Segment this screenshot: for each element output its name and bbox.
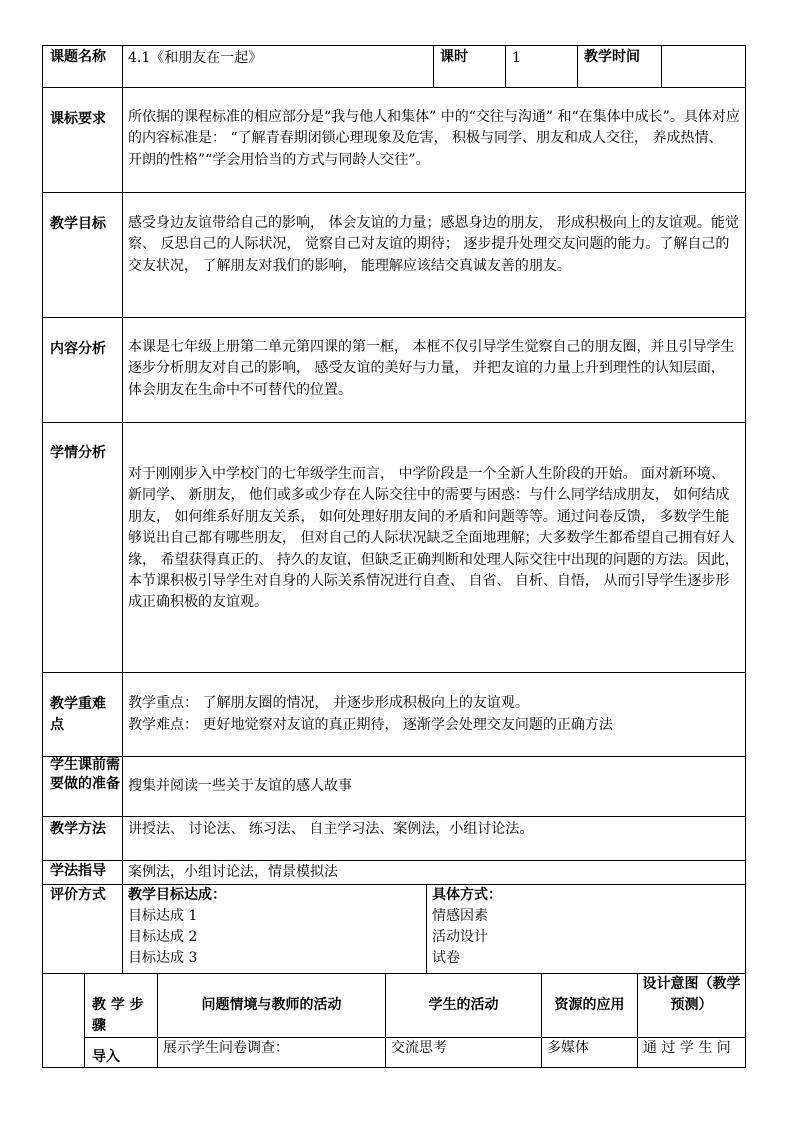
curriculum-text: 所依据的课程标准的相应部分是“我与他人和集体” 中的“交往与沟通” 和“在集体中成长”。具体对应的内容标准是： “了解青春期闭锁心理现象及危害， 积极与同学、朋友和成人交往， 养成热情、 开朗的性格”“学会用恰当的方式与同龄人交往”。 xyxy=(128,109,740,168)
lesson-plan-table xyxy=(42,45,746,1068)
header-design-intent: 设计意图（教学预测） xyxy=(642,976,741,1013)
teaching-methods-text: 讲授法、 讨论法、 练习法、 自主学习法、案例法，小组讨论法。 xyxy=(128,821,534,837)
label-objectives: 教学目标 xyxy=(50,216,106,232)
difficult-point-text: 教学难点： 更好地觉察对友谊的真正期待， 逐渐学会处理交友问题的正确方法 xyxy=(128,717,613,733)
evaluation-goal-item: 目标达成 1 xyxy=(128,908,198,924)
key-point-text: 教学重点： 了解朋友圈的情况， 并逐步形成积极向上的友谊观。 xyxy=(128,695,529,711)
design-intent-cell: 通 过 学 生 问 xyxy=(643,1040,731,1056)
step-intro: 导入 xyxy=(92,1049,120,1065)
label-student-analysis: 学情分析 xyxy=(50,445,106,461)
preparation-text: 搜集并阅读一些关于友谊的感人故事 xyxy=(128,778,352,794)
lesson-title: 4.1《和朋友在一起》 xyxy=(128,50,263,66)
label-learning-guidance: 学法指导 xyxy=(50,863,106,879)
header-teaching-steps: 教 学 步 骤 xyxy=(92,997,144,1034)
header-resource-use: 资源的应用 xyxy=(554,997,625,1013)
header-teacher-activity: 问题情境与教师的活动 xyxy=(201,997,342,1013)
evaluation-method-item: 活动设计 xyxy=(432,929,488,945)
evaluation-goal-item: 目标达成 2 xyxy=(128,929,198,945)
resource-cell: 多媒体 xyxy=(547,1040,589,1056)
student-activity-cell: 交流思考 xyxy=(391,1040,447,1056)
header-student-activity: 学生的活动 xyxy=(428,997,499,1013)
label-lesson-title: 课题名称 xyxy=(50,49,106,65)
evaluation-goal-item: 目标达成 3 xyxy=(128,950,198,966)
label-period: 课时 xyxy=(440,49,468,65)
evaluation-method-item: 试卷 xyxy=(432,950,460,966)
label-preparation: 学生课前需要做的准备 xyxy=(50,757,120,792)
evaluation-method-title: 具体方式： xyxy=(432,887,502,903)
label-key-points: 教学重难点 xyxy=(50,696,106,733)
evaluation-method-item: 情感因素 xyxy=(432,908,488,924)
student-analysis-text: 对于刚刚步入中学校门的七年级学生而言， 中学阶段是一个全新人生阶段的开始。 面对新环境、 新同学、 新朋友， 他们或多或少存在人际交往中的需要与困惑：与什么同学结成朋友， 如何结成朋友， 如何维系好朋友关系， 如何处理好朋友间的矛盾和问题等等。通过问卷反馈， 多数学生能够说出自己都有哪些朋友， 但对自己的人际状况缺乏全面地理解；大多数学生都希望自己拥有好人缘， 希望获得真正的、 持久的友谊，但缺乏正确判断和处理人际交往中出现的问题的方法。因此， 本节课积极引导学生对自身的人际关系情况进行自查、 自省、 自析、自悟， 从而引导学生逐步形成正确积极的友谊观。 xyxy=(128,466,739,611)
label-teaching-time: 教学时间 xyxy=(584,49,640,65)
objectives-text: 感受身边友谊带给自己的影响， 体会友谊的力量；感恩身边的朋友， 形成积极向上的友谊观。能觉察、 反思自己的人际状况， 觉察自己对友谊的期待； 逐步提升处理交友问题的能力。了解自己的交友状况， 了解朋友对我们的影响， 能理解应该结交真诚友善的朋友。 xyxy=(128,215,739,274)
period-value: 1 xyxy=(512,50,521,66)
label-content-analysis: 内容分析 xyxy=(50,341,106,357)
label-evaluation: 评价方式 xyxy=(50,887,106,903)
evaluation-goal-title: 教学目标达成： xyxy=(128,887,226,903)
content-analysis-text: 本课是七年级上册第二单元第四课的第一框， 本框不仅引导学生觉察自己的朋友圈，并且引导学生逐步分析朋友对自己的影响， 感受友谊的美好与力量， 并把友谊的力量上升到理性的认知层面， 体会朋友在生命中不可替代的位置。 xyxy=(128,339,735,398)
label-curriculum: 课标要求 xyxy=(50,111,106,127)
teacher-activity-cell: 展示学生问卷调查： xyxy=(163,1040,289,1056)
label-teaching-methods: 教学方法 xyxy=(50,821,106,837)
learning-guidance-text: 案例法，小组讨论法，情景模拟法 xyxy=(128,864,338,880)
